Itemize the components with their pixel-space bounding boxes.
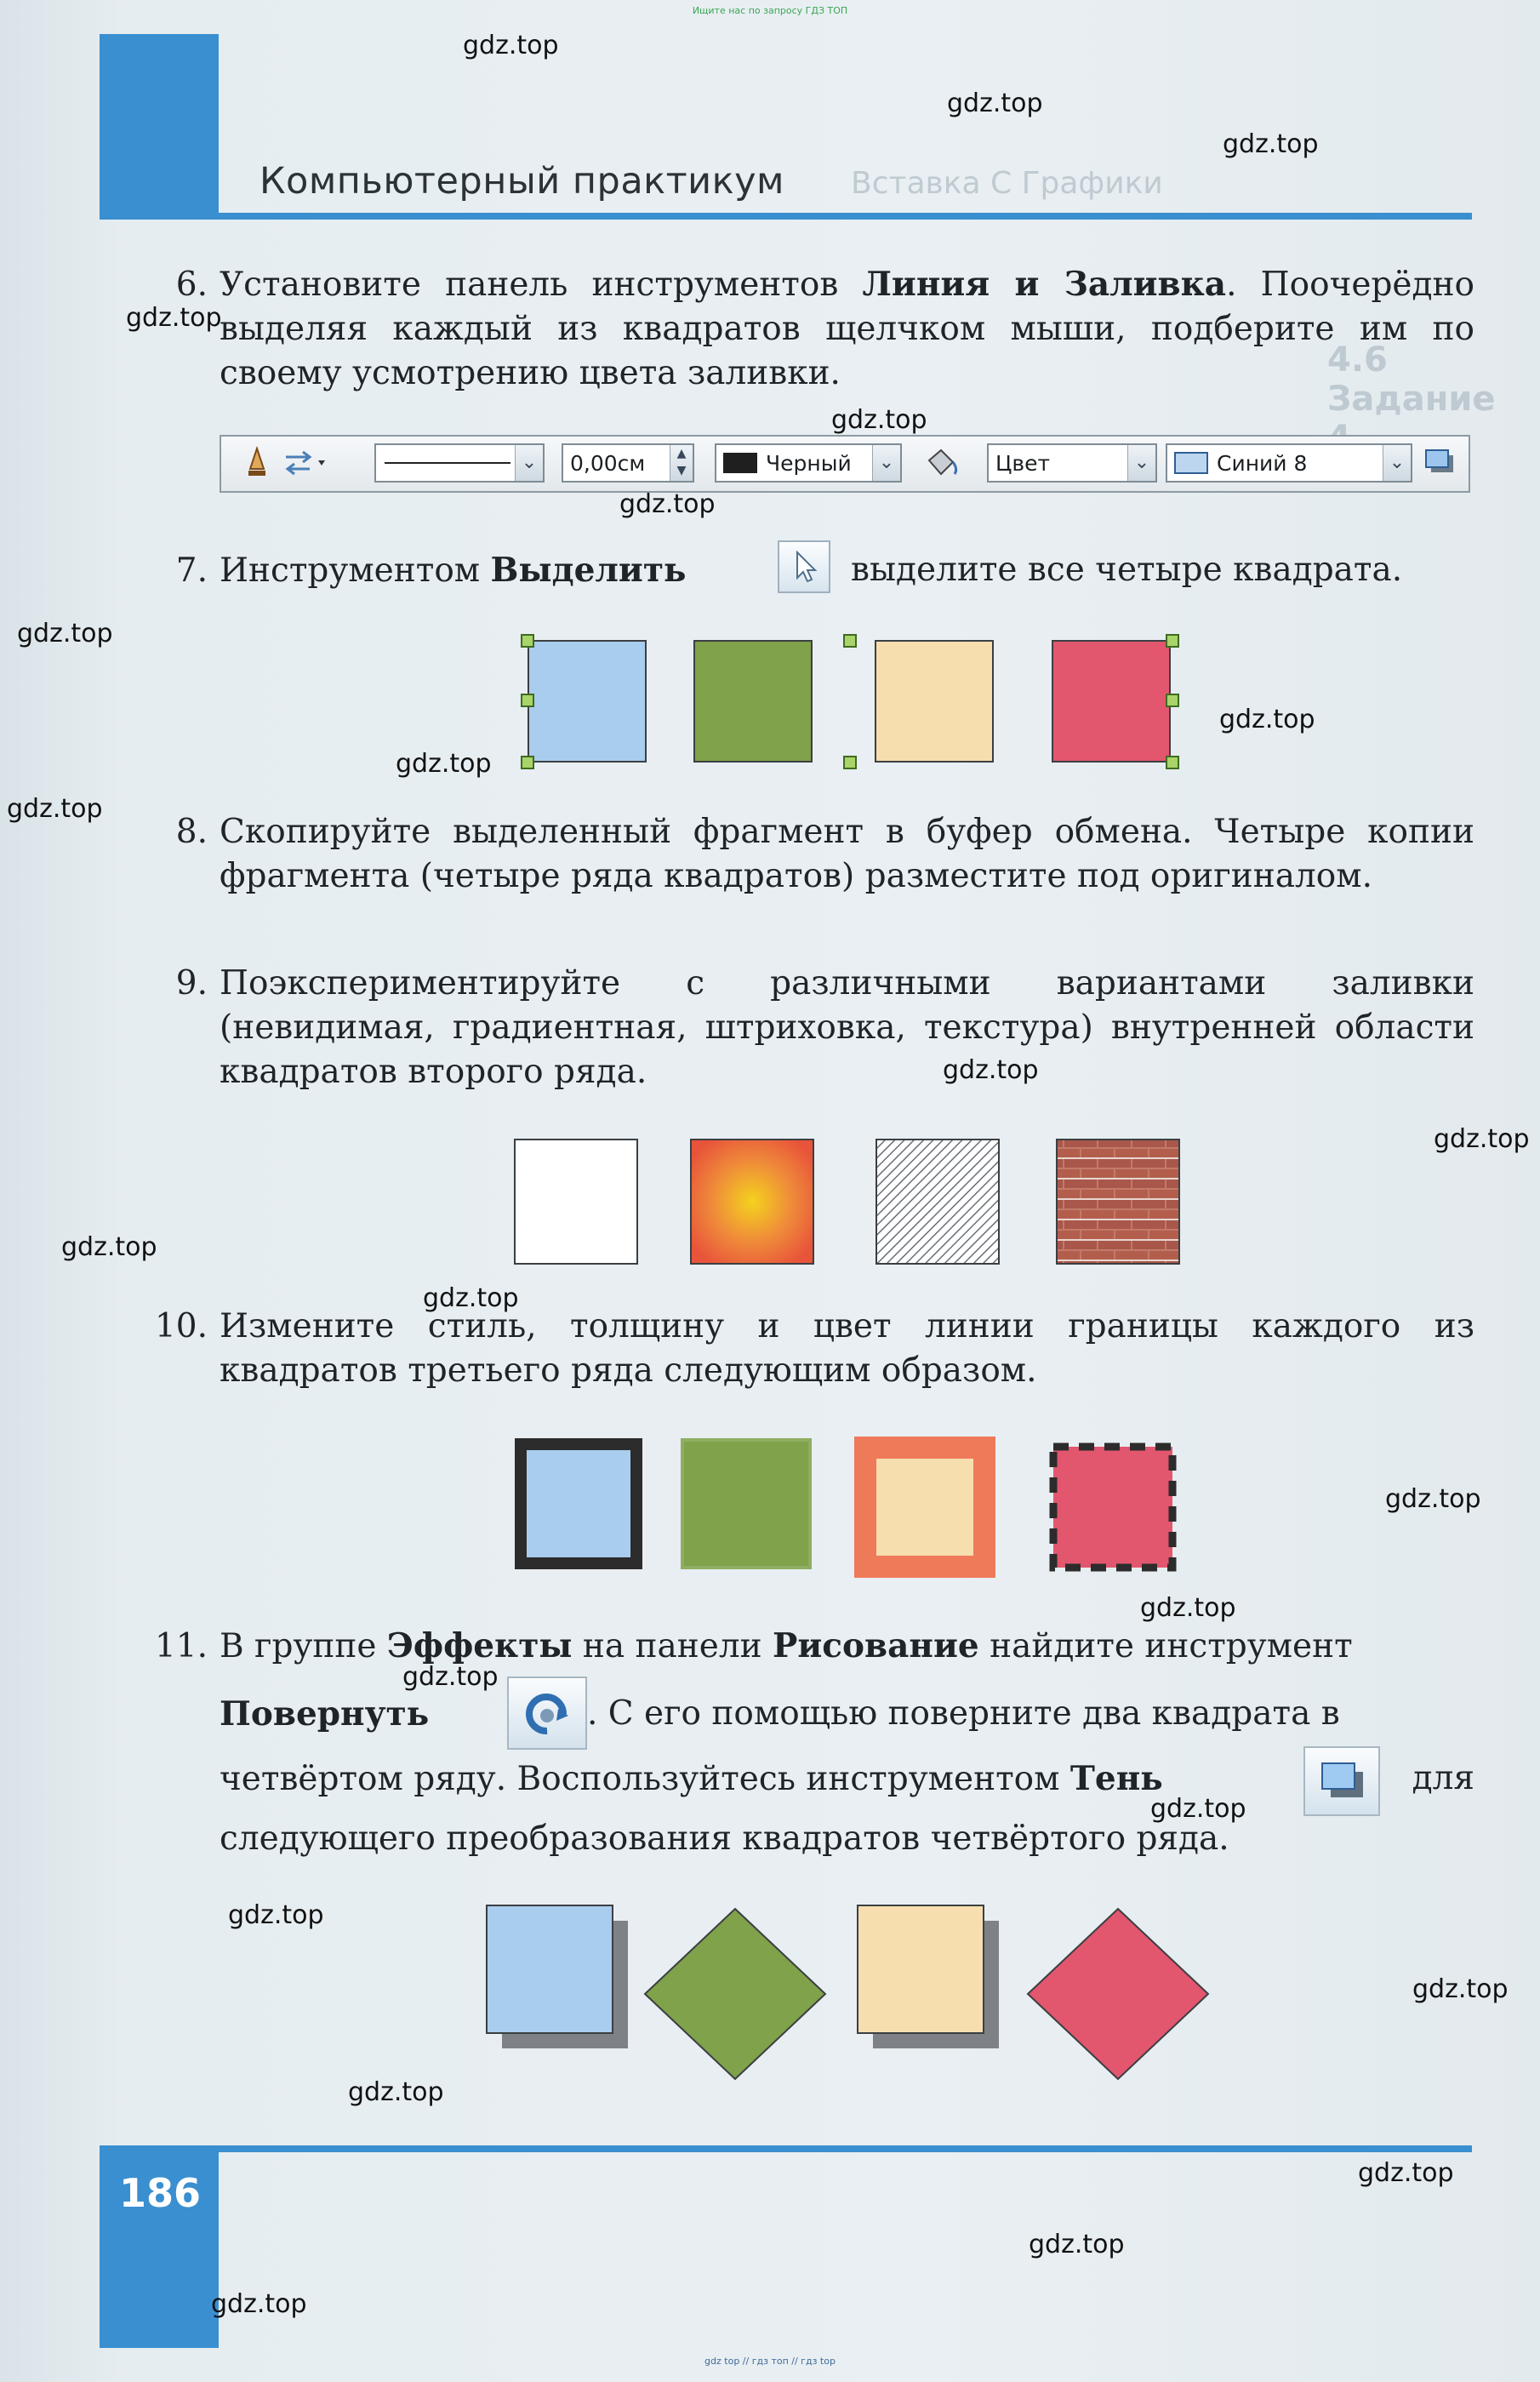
- task-number: 8.: [175, 813, 208, 851]
- task-7: 7. Инструментом Выделить: [220, 548, 1474, 593]
- arrow-style-icon[interactable]: [281, 443, 332, 483]
- line-icon[interactable]: [242, 443, 272, 483]
- task-number: 11.: [154, 1627, 208, 1665]
- selection-handle[interactable]: [1166, 634, 1179, 648]
- top-note: Ищите нас по запросу ГДЗ ТОП: [692, 5, 848, 16]
- watermark: gdz.top: [831, 405, 927, 435]
- task-number: 10.: [154, 1307, 208, 1345]
- selection-handle[interactable]: [843, 634, 857, 648]
- no-border-square[interactable]: [682, 1440, 810, 1568]
- watermark: gdz.top: [7, 794, 103, 824]
- watermark: gdz.top: [126, 303, 222, 333]
- gradient-fill-square[interactable]: [691, 1140, 813, 1264]
- page-number: 186: [119, 2170, 202, 2216]
- task-7-end: выделите все четыре квадрата.: [851, 551, 1403, 589]
- blue-square[interactable]: [528, 640, 647, 763]
- footer-rule: [100, 2145, 1472, 2152]
- task-11-line-3: четвёртом ряду. Воспользуйтесь инструментом Тень: [220, 1759, 1163, 1798]
- task-11-line-2: Повернуть: [220, 1694, 430, 1734]
- rotate-tool-icon[interactable]: [507, 1677, 587, 1750]
- color-swatch: [1174, 452, 1208, 474]
- fill-icon[interactable]: [921, 443, 963, 483]
- task-11-line-4: следующего преобразования квадратов четвёртого ряда.: [220, 1819, 1229, 1858]
- line-width-field[interactable]: 0,00см ▲ ▼: [562, 443, 694, 483]
- chevron-down-icon[interactable]: ⌄: [515, 445, 543, 481]
- thick-border-square[interactable]: [521, 1444, 636, 1563]
- watermark: gdz.top: [943, 1055, 1039, 1085]
- watermark: gdz.top: [1150, 1794, 1246, 1824]
- page-header-title: Компьютерный практикум: [260, 160, 784, 203]
- texture-fill-square[interactable]: [1057, 1140, 1179, 1264]
- watermark: gdz.top: [1412, 1974, 1509, 2004]
- shadowed-blue-square[interactable]: [487, 1905, 613, 2033]
- task-number: 9.: [175, 964, 208, 1002]
- select-tool-icon[interactable]: [778, 540, 830, 593]
- watermark: gdz.top: [947, 89, 1043, 118]
- hatch-fill-square[interactable]: [876, 1140, 999, 1264]
- watermark: gdz.top: [1358, 2158, 1454, 2188]
- rotated-green-square[interactable]: [645, 1909, 825, 2079]
- selection-handle[interactable]: [1166, 756, 1179, 769]
- task-9: 9. Поэкспериментируйте с различными вариантами заливки (невидимая, градиентная, штриховка, текстура) внутренней области квадратов второго ряда.: [220, 962, 1474, 1094]
- watermark: gdz.top: [396, 749, 492, 779]
- line-color-select[interactable]: Черный ⌄: [715, 443, 902, 483]
- fill-color-select[interactable]: Синий 8 ⌄: [1166, 443, 1412, 483]
- selection-handle[interactable]: [843, 756, 857, 769]
- shadowed-yellow-square[interactable]: [858, 1905, 984, 2033]
- ghost-header-text: Вставка С Графики: [851, 166, 1163, 201]
- watermark: gdz.top: [1223, 129, 1319, 159]
- watermark: gdz.top: [402, 1662, 499, 1692]
- watermark: gdz.top: [228, 1900, 324, 1930]
- dashed-border-square[interactable]: [1053, 1447, 1172, 1568]
- task-number: 7.: [175, 551, 208, 590]
- shadow-tool-icon[interactable]: [1303, 1746, 1380, 1816]
- bottom-note: gdz top // гдз топ // гдз top: [704, 2356, 836, 2367]
- selection-handle[interactable]: [521, 756, 534, 769]
- squares-row-3: [502, 1430, 1200, 1591]
- selection-handle[interactable]: [521, 694, 534, 707]
- task-10: 10. Измените стиль, толщину и цвет линии границы каждого из квадратов третьего ряда следующим образом.: [220, 1305, 1474, 1393]
- task-6: 6. Установите панель инструментов Линия и Заливка. Поочерёдно выделяя каждый из квадратов щелчком мыши, подберите им по своему усмотрению цвета заливки.: [220, 262, 1474, 396]
- header-rule: [100, 213, 1472, 220]
- watermark: gdz.top: [1140, 1593, 1236, 1623]
- task-8: 8. Скопируйте выделенный фрагмент в буфер обмена. Четыре копии фрагмента (четыре ряда квадратов) разместите под оригиналом.: [220, 810, 1474, 899]
- selection-handle[interactable]: [521, 634, 534, 648]
- task-11: 11. В группе Эффекты на панели Рисование найдите инструмент: [220, 1624, 1474, 1669]
- invisible-fill-square[interactable]: [515, 1140, 637, 1264]
- watermark: gdz.top: [1029, 2230, 1125, 2259]
- watermark: gdz.top: [61, 1232, 157, 1262]
- watermark: gdz.top: [1219, 705, 1315, 734]
- color-swatch: [723, 453, 757, 473]
- rotated-pink-square[interactable]: [1028, 1909, 1208, 2079]
- chevron-down-icon[interactable]: ⌄: [1383, 445, 1411, 481]
- pink-square[interactable]: [1052, 640, 1171, 763]
- squares-row-2: [502, 1128, 1200, 1272]
- task-11-line-2-rest: . С его помощью поверните два квадрата в: [587, 1694, 1340, 1733]
- chevron-down-icon[interactable]: ⌄: [1127, 445, 1155, 481]
- ghost-heading: 4.6 Задание: [1327, 340, 1496, 419]
- task-11-line-3-end: для: [1412, 1759, 1474, 1797]
- line-and-fill-toolbar: [220, 435, 1470, 493]
- orange-border-square[interactable]: [865, 1448, 984, 1567]
- shadow-icon[interactable]: [1421, 443, 1458, 483]
- watermark: gdz.top: [1434, 1124, 1530, 1154]
- watermark: gdz.top: [423, 1283, 519, 1313]
- stepper-icon[interactable]: ▲ ▼: [670, 445, 693, 481]
- yellow-square[interactable]: [875, 640, 994, 763]
- watermark: gdz.top: [17, 619, 113, 648]
- watermark: gdz.top: [619, 489, 716, 519]
- watermark: gdz.top: [348, 2077, 444, 2107]
- selection-handle[interactable]: [1166, 694, 1179, 707]
- line-style-select[interactable]: [374, 443, 545, 483]
- fill-type-select[interactable]: Цвет ⌄: [987, 443, 1157, 483]
- squares-row-4: [476, 1894, 1225, 2089]
- task-number: 6.: [175, 266, 208, 304]
- watermark: gdz.top: [211, 2289, 307, 2319]
- chevron-down-icon[interactable]: ⌄: [872, 445, 900, 481]
- header-side-bar: [100, 34, 219, 220]
- green-square[interactable]: [693, 640, 813, 763]
- watermark: gdz.top: [1385, 1484, 1481, 1514]
- watermark: gdz.top: [463, 31, 559, 60]
